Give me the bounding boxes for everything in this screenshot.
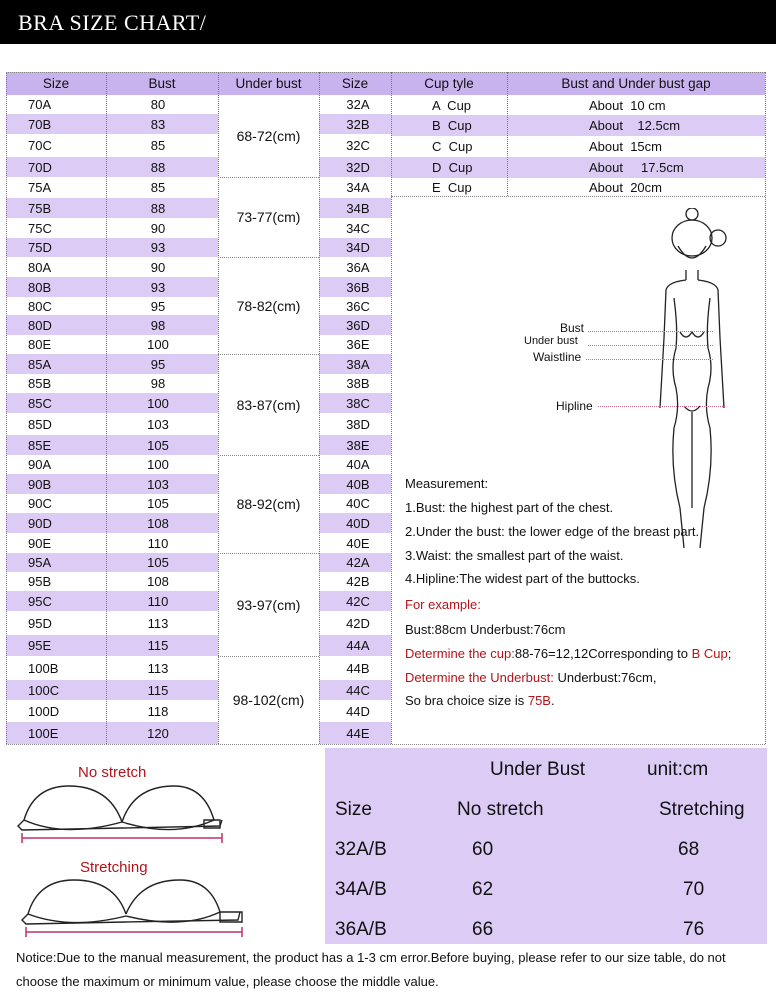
cup-type-cell: E Cup xyxy=(432,179,472,195)
size-cell: 70C xyxy=(28,138,52,153)
size-cell: 80C xyxy=(28,298,52,314)
us-size-cell: 38E xyxy=(319,435,391,455)
bust-cell: 88 xyxy=(106,157,218,177)
size-cell: 90A xyxy=(28,457,52,472)
size-cell: 75D xyxy=(6,238,106,257)
size-cell: 90B xyxy=(6,474,106,494)
bust-cell: 105 xyxy=(106,435,218,455)
header-0: Size xyxy=(6,72,106,95)
us-size-cell: 42C xyxy=(319,591,391,611)
us-size-cell: 38B xyxy=(346,376,370,391)
us-size-cell: 34A xyxy=(346,180,370,195)
size-cell: 75A xyxy=(28,180,52,195)
no-stretch-bra-illustration xyxy=(14,780,234,846)
bust-cell: 95 xyxy=(150,298,166,314)
us-size-cell: 38D xyxy=(346,416,370,432)
cup-gap-cell: About 10 cm xyxy=(589,97,666,113)
size-cell: 75B xyxy=(6,198,106,218)
size-cell: 90C xyxy=(28,496,52,511)
bt-row2-stretching: 70 xyxy=(683,879,705,900)
example-label: For example: xyxy=(405,597,481,612)
determine-underbust-value: Underbust:76cm, xyxy=(553,670,657,685)
col-no-stretch-header: No stretch xyxy=(457,799,544,820)
size-cell: 95E xyxy=(6,635,106,656)
bust-cell: 113 xyxy=(147,660,169,676)
us-size-cell: 40D xyxy=(319,513,391,533)
us-size-cell: 36A xyxy=(346,259,370,275)
bust-cell: 100 xyxy=(106,393,218,413)
size-cell: 90E xyxy=(28,535,52,551)
cup-gap-cell: About 17.5cm xyxy=(507,157,765,178)
bust-cell: 100 xyxy=(147,457,169,472)
us-size-cell: 44D xyxy=(346,703,370,719)
bust-cell: 93 xyxy=(106,277,218,297)
us-size-cell: 42D xyxy=(346,615,370,631)
us-size-cell: 34C xyxy=(346,220,370,236)
determine-cup-result: B Cup xyxy=(691,646,728,661)
bust-cell: 108 xyxy=(106,513,218,533)
title-bar xyxy=(0,0,776,44)
size-cell: 85C xyxy=(6,393,106,413)
hipline-line xyxy=(598,406,725,407)
size-cell: 85B xyxy=(28,376,52,391)
us-size-cell: 34D xyxy=(319,238,391,257)
under-bust-group: 98-102(cm) xyxy=(232,692,305,708)
under-bust-group: 88-92(cm) xyxy=(236,496,301,512)
us-size-cell: 38A xyxy=(319,354,391,374)
size-cell: 100C xyxy=(6,680,106,700)
under-bust-group: 78-82(cm) xyxy=(236,297,301,314)
size-cell: 75C xyxy=(28,220,52,236)
bust-cell: 98 xyxy=(106,315,218,335)
bust-cell: 103 xyxy=(106,474,218,494)
under-bust-group: 93-97(cm) xyxy=(236,596,301,613)
under-bust-label: Under bust xyxy=(524,335,578,347)
bt-row1-size: 32A/B xyxy=(335,839,387,860)
bust-cell: 80 xyxy=(150,97,166,112)
bust-cell: 118 xyxy=(147,703,169,719)
cup-type-cell: D Cup xyxy=(391,157,507,178)
us-size-cell: 32C xyxy=(346,138,370,153)
bust-label: Bust xyxy=(560,321,585,335)
col-stretching-header: Stretching xyxy=(659,799,745,820)
bust-cell: 85 xyxy=(150,138,166,153)
size-choice-value: 75B xyxy=(527,693,551,708)
size-cell: 80D xyxy=(6,315,106,335)
size-choice-end: . xyxy=(550,693,555,708)
bust-cell: 105 xyxy=(106,553,218,572)
page-title: BRA SIZE CHART/ xyxy=(18,10,207,35)
us-size-cell: 34B xyxy=(319,198,391,218)
column-divider xyxy=(218,72,219,744)
us-size-cell: 44C xyxy=(319,680,391,700)
column-divider xyxy=(106,72,107,744)
measurement-item-4: 4.Hipline:The widest part of the buttocks. xyxy=(405,571,640,586)
bt-row1-stretching: 68 xyxy=(678,839,700,860)
determine-cup-calc: 88-76=12,12Corresponding to xyxy=(514,646,692,661)
determine-cup-label: Determine the cup: xyxy=(405,646,515,661)
measurement-item-1: 1.Bust: the highest part of the chest. xyxy=(405,500,614,515)
us-size-cell: 40E xyxy=(346,535,370,551)
bust-line xyxy=(588,331,713,332)
stretching-bra-illustration xyxy=(14,874,254,940)
size-cell: 80A xyxy=(28,259,52,275)
measurement-heading: Measurement: xyxy=(405,476,489,491)
under-bust-group: 68-72(cm) xyxy=(236,128,301,144)
bust-cell: 98 xyxy=(150,376,166,391)
size-choice-prefix: So bra choice size is xyxy=(405,693,528,708)
determine-cup xyxy=(405,646,731,661)
bt-row2-no-stretch: 62 xyxy=(472,879,494,900)
size-cell: 85A xyxy=(6,354,106,374)
bust-cell: 100 xyxy=(147,337,169,352)
us-size-cell: 36E xyxy=(346,337,370,352)
cup-gap-cell: About 20cm xyxy=(589,179,662,195)
measurement-item-3: 3.Waist: the smallest part of the waist. xyxy=(405,548,624,563)
bust-cell: 88 xyxy=(106,198,218,218)
col-size-header: Size xyxy=(335,799,372,820)
column-divider xyxy=(765,72,766,744)
cup-type-cell: A Cup xyxy=(432,97,472,113)
us-size-cell: 36D xyxy=(319,315,391,335)
column-divider xyxy=(6,72,7,744)
bust-cell: 95 xyxy=(106,354,218,374)
us-size-cell: 38C xyxy=(319,393,391,413)
underbust-line xyxy=(588,345,713,346)
size-cell: 90D xyxy=(6,513,106,533)
bust-cell: 120 xyxy=(106,722,218,744)
hipline-label: Hipline xyxy=(556,399,593,413)
waistline-label: Waistline xyxy=(533,350,582,364)
size-cell: 85E xyxy=(6,435,106,455)
bust-cell: 93 xyxy=(106,238,218,257)
determine-cup-end: ; xyxy=(727,646,732,661)
bt-row3-stretching: 76 xyxy=(683,919,705,940)
size-cell: 100B xyxy=(28,660,59,676)
bust-cell: 113 xyxy=(147,615,169,631)
table-border xyxy=(6,72,765,73)
underbust-stretch-table xyxy=(325,748,767,944)
size-choice xyxy=(405,693,555,708)
stretching-label: Stretching xyxy=(80,859,148,876)
unit-label: unit:cm xyxy=(647,759,709,780)
size-cell: 95C xyxy=(6,591,106,611)
bust-cell: 115 xyxy=(106,635,218,656)
us-size-cell: 40A xyxy=(346,457,370,472)
us-size-cell: 36B xyxy=(319,277,391,297)
column-divider xyxy=(391,72,392,744)
size-cell: 100D xyxy=(28,703,60,719)
under-bust-group: 83-87(cm) xyxy=(236,396,301,413)
body-figure-illustration xyxy=(640,208,760,568)
bust-cell: 110 xyxy=(147,535,169,551)
us-size-cell: 42B xyxy=(346,574,370,589)
bt-row1-no-stretch: 60 xyxy=(472,839,494,860)
under-bust-group: 73-77(cm) xyxy=(236,209,301,225)
notice-text: Notice:Due to the manual measurement, the product has a 1-3 cm error.Before buying, please refer to our size table, do not choose the maximum or minimum value, please choose the middle value. xyxy=(16,950,726,989)
bust-cell: 83 xyxy=(106,114,218,134)
table-border xyxy=(6,744,765,745)
size-cell: 80B xyxy=(6,277,106,297)
header-2: Under bust xyxy=(218,72,319,95)
size-cell: 70A xyxy=(28,97,52,112)
us-size-cell: 32A xyxy=(346,97,370,112)
size-cell: 95D xyxy=(28,615,52,631)
us-size-cell: 40B xyxy=(319,474,391,494)
bust-cell: 115 xyxy=(106,680,218,700)
bust-cell: 85 xyxy=(150,180,166,195)
measurement-item-2: 2.Under the bust: the lower edge of the breast part. xyxy=(405,524,700,539)
example-values: Bust:88cm Underbust:76cm xyxy=(405,622,566,637)
size-cell: 95A xyxy=(6,553,106,572)
determine-underbust xyxy=(405,670,656,685)
us-size-cell: 40C xyxy=(346,496,370,511)
column-divider xyxy=(507,72,508,196)
table-border xyxy=(391,196,765,197)
bust-cell: 108 xyxy=(147,574,169,589)
bt-row3-no-stretch: 66 xyxy=(472,919,494,940)
header-5: Bust and Under bust gap xyxy=(507,72,765,95)
underbust-table-title: Under Bust xyxy=(490,759,586,780)
bt-row3-size: 36A/B xyxy=(335,919,387,940)
determine-underbust-label: Determine the Underbust: xyxy=(405,670,554,685)
cup-gap-cell: About 12.5cm xyxy=(507,115,765,136)
header-1: Bust xyxy=(106,72,218,95)
bust-cell: 103 xyxy=(147,416,169,432)
header-3: Size xyxy=(319,72,391,95)
bust-cell: 90 xyxy=(150,220,166,236)
us-size-cell: 32B xyxy=(319,114,391,134)
us-size-cell: 44A xyxy=(319,635,391,656)
us-size-cell: 36C xyxy=(346,298,370,314)
no-stretch-label: No stretch xyxy=(78,764,147,781)
us-size-cell: 32D xyxy=(319,157,391,177)
bust-cell: 90 xyxy=(150,259,166,275)
us-size-cell: 44B xyxy=(346,660,370,676)
size-cell: 95B xyxy=(28,574,52,589)
bust-cell: 110 xyxy=(106,591,218,611)
bt-row2-size: 34A/B xyxy=(335,879,387,900)
size-cell: 70B xyxy=(6,114,106,134)
cup-type-cell: B Cup xyxy=(391,115,507,136)
header-4: Cup tyle xyxy=(391,72,507,95)
us-size-cell: 42A xyxy=(319,553,391,572)
cup-gap-cell: About 15cm xyxy=(589,139,662,154)
us-size-cell: 44E xyxy=(319,722,391,744)
size-cell: 100E xyxy=(6,722,106,744)
waistline-line xyxy=(586,359,713,360)
size-cell: 70D xyxy=(6,157,106,177)
cup-type-cell: C Cup xyxy=(432,139,473,154)
size-cell: 80E xyxy=(28,337,52,352)
size-cell: 85D xyxy=(28,416,52,432)
column-divider xyxy=(319,72,320,744)
bust-cell: 105 xyxy=(147,496,169,511)
